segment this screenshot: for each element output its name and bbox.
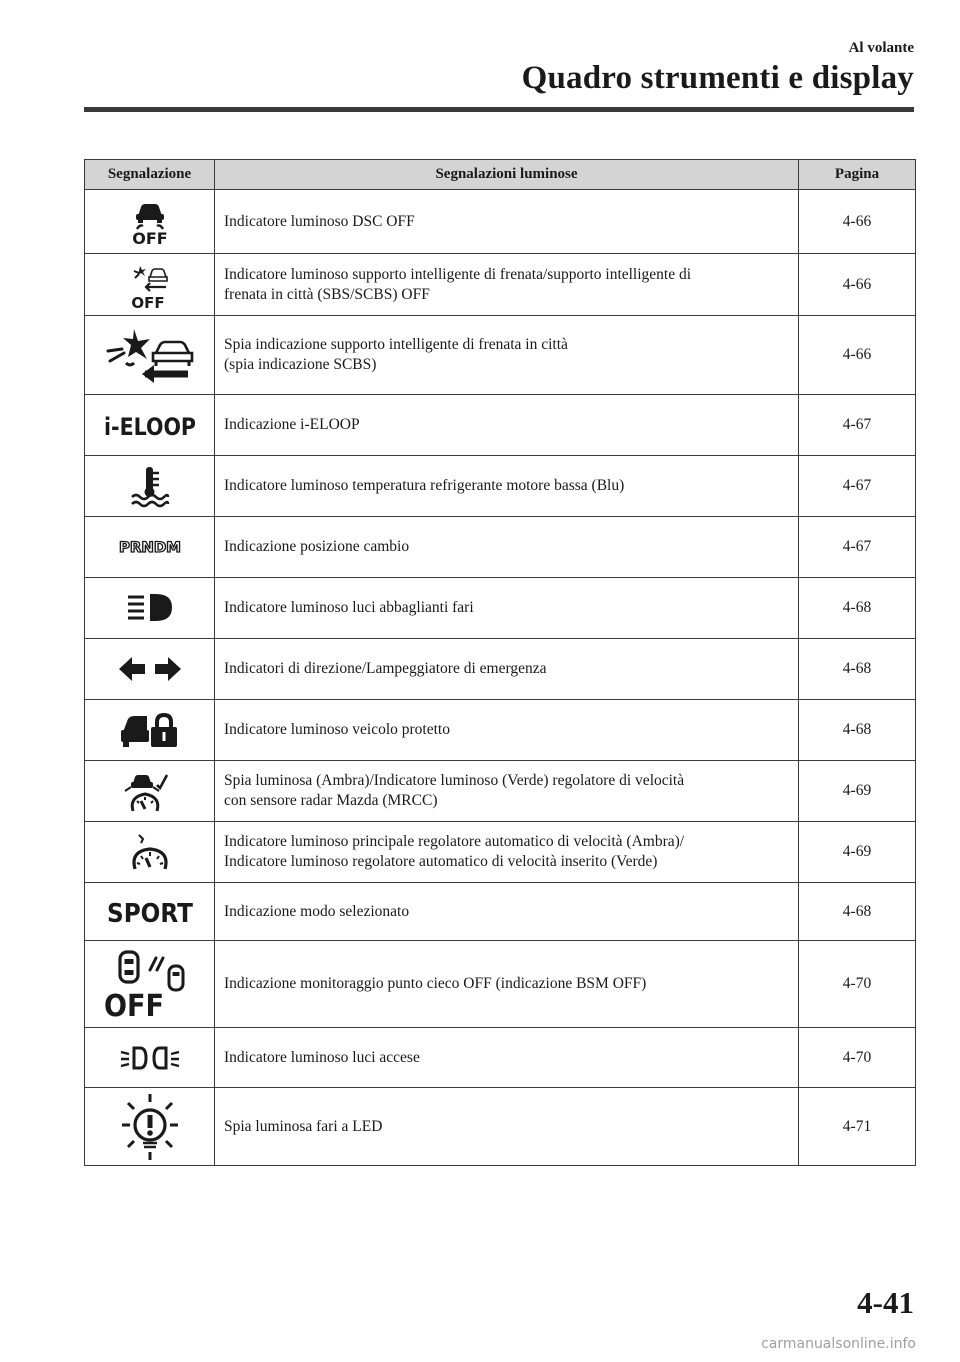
- icon-cell: [85, 1028, 215, 1088]
- description-line: Indicazione posizione cambio: [224, 538, 410, 555]
- icon-label: SPORT: [106, 898, 193, 929]
- page-reference: 4-70: [799, 1028, 916, 1088]
- table-row: [85, 941, 916, 1028]
- icon-cell: [85, 456, 215, 517]
- scbs-icon: [100, 323, 200, 387]
- icon-cell: [85, 941, 215, 1028]
- indicator-description: [215, 578, 799, 639]
- icon-cell: [85, 254, 215, 316]
- table-row: [85, 639, 916, 700]
- column-header-lights: Segnalazioni luminose: [215, 160, 799, 190]
- chapter-title: Al volante: [848, 40, 914, 56]
- icon-label: OFF: [103, 989, 164, 1024]
- page-reference: 4-68: [799, 578, 916, 639]
- indicator-description: [215, 822, 799, 883]
- description-line: Indicatore luminoso luci accese: [224, 1048, 420, 1066]
- table-row: [85, 578, 916, 639]
- description-line: Indicatore luminoso supporto intelligente di frenata/supporto intelligente di: [224, 265, 692, 283]
- table-row: [85, 700, 916, 761]
- page-reference: 4-68: [799, 700, 916, 761]
- bsm-off-icon: [100, 946, 200, 1022]
- page-reference: 4-67: [799, 395, 916, 456]
- table-row: [85, 822, 916, 883]
- description-line: Indicatore luminoso regolatore automatico di velocità inserito (Verde): [224, 853, 658, 870]
- mrcc-icon: [115, 767, 185, 815]
- description-line: Indicatore luminoso luci abbaglianti fari: [224, 599, 474, 616]
- page-reference: 4-68: [799, 883, 916, 941]
- table-row: [85, 190, 916, 254]
- description-line: Spia luminosa fari a LED: [224, 1117, 383, 1135]
- header-rule: [84, 107, 914, 112]
- table-row: [85, 1088, 916, 1166]
- page-reference: 4-66: [799, 190, 916, 254]
- indicator-description: [215, 1088, 799, 1166]
- icon-cell: [85, 700, 215, 761]
- indicator-description: [215, 761, 799, 822]
- indicator-description: [215, 254, 799, 316]
- table-row: [85, 517, 916, 578]
- cruise-control-icon: [115, 829, 185, 875]
- i-eloop-icon: [100, 408, 200, 442]
- indicator-description: [215, 1028, 799, 1088]
- description-line: Indicazione monitoraggio punto cieco OFF (indicazione BSM OFF): [224, 975, 647, 992]
- page-reference: 4-69: [799, 761, 916, 822]
- icon-cell: [85, 395, 215, 456]
- page-number: 4-41: [857, 1285, 914, 1320]
- page-reference: 4-67: [799, 456, 916, 517]
- description-line: con sensore radar Mazda (MRCC): [224, 792, 438, 809]
- indicator-description: [215, 883, 799, 941]
- table-row: [85, 456, 916, 517]
- dsc-off-icon: [120, 198, 180, 246]
- table-row: [85, 761, 916, 822]
- page-reference: 4-71: [799, 1088, 916, 1166]
- page-reference: 4-66: [799, 254, 916, 316]
- indicator-description: [215, 700, 799, 761]
- security-icon: [115, 710, 185, 750]
- icon-cell: [85, 190, 215, 254]
- watermark: carmanualsonline.info: [761, 1336, 916, 1352]
- description-line: Spia luminosa (Ambra)/Indicatore luminoso (Verde) regolatore di velocità: [224, 772, 685, 789]
- high-beam-icon: [120, 591, 180, 625]
- indicator-description: [215, 316, 799, 395]
- description-line: Indicatori di direzione/Lampeggiatore di emergenza: [224, 660, 547, 677]
- table-header-row: [85, 160, 916, 190]
- icon-cell: [85, 1088, 215, 1166]
- indicator-table: [84, 159, 916, 1166]
- description-line: Indicatore luminoso DSC OFF: [224, 212, 415, 230]
- led-headlight-warning-icon: [110, 1092, 190, 1162]
- page-reference: 4-69: [799, 822, 916, 883]
- indicator-description: [215, 517, 799, 578]
- table-row: [85, 883, 916, 941]
- icon-cell: [85, 517, 215, 578]
- page-reference: 4-68: [799, 639, 916, 700]
- icon-label: PRNDM: [118, 540, 181, 556]
- page-reference: 4-66: [799, 316, 916, 395]
- icon-cell: [85, 639, 215, 700]
- description-line: frenata in città (SBS/SCBS) OFF: [224, 285, 430, 303]
- description-line: (spia indicazione SCBS): [224, 356, 377, 373]
- description-line: Indicatore luminoso temperatura refrigerante motore bassa (Blu): [224, 477, 625, 494]
- svg-text:OFF: OFF: [130, 293, 165, 312]
- indicator-description: [215, 395, 799, 456]
- sport-mode-icon: [100, 894, 200, 930]
- indicator-description: [215, 941, 799, 1028]
- table-row: [85, 316, 916, 395]
- description-line: Indicatore luminoso veicolo protetto: [224, 721, 450, 738]
- table-row: [85, 254, 916, 316]
- indicator-description: [215, 639, 799, 700]
- icon-label: i-ELOOP: [103, 413, 196, 441]
- turn-signal-icon: [115, 654, 185, 684]
- table-row: [85, 1028, 916, 1088]
- icon-cell: [85, 761, 215, 822]
- indicator-description: [215, 190, 799, 254]
- column-header-page: Pagina: [799, 160, 916, 190]
- icon-cell: [85, 883, 215, 941]
- icon-cell: [85, 316, 215, 395]
- page-reference: 4-70: [799, 941, 916, 1028]
- description-line: Indicazione modo selezionato: [224, 902, 410, 920]
- description-line: Indicazione i-ELOOP: [224, 416, 360, 433]
- svg-text:OFF: OFF: [131, 228, 168, 248]
- section-title: Quadro strumenti e display: [521, 60, 914, 96]
- coolant-temp-low-icon: [120, 464, 180, 508]
- indicator-description: [215, 456, 799, 517]
- icon-cell: [85, 578, 215, 639]
- gear-position-icon: [115, 537, 185, 557]
- sbs-scbs-off-icon: [120, 260, 180, 310]
- page-reference: 4-67: [799, 517, 916, 578]
- icon-cell: [85, 822, 215, 883]
- table-row: [85, 395, 916, 456]
- column-header-signal: Segnalazione: [85, 160, 215, 190]
- lights-on-icon: [115, 1042, 185, 1074]
- description-line: Spia indicazione supporto intelligente di frenata in città: [224, 336, 568, 353]
- description-line: Indicatore luminoso principale regolatore automatico di velocità (Ambra)/: [224, 833, 685, 850]
